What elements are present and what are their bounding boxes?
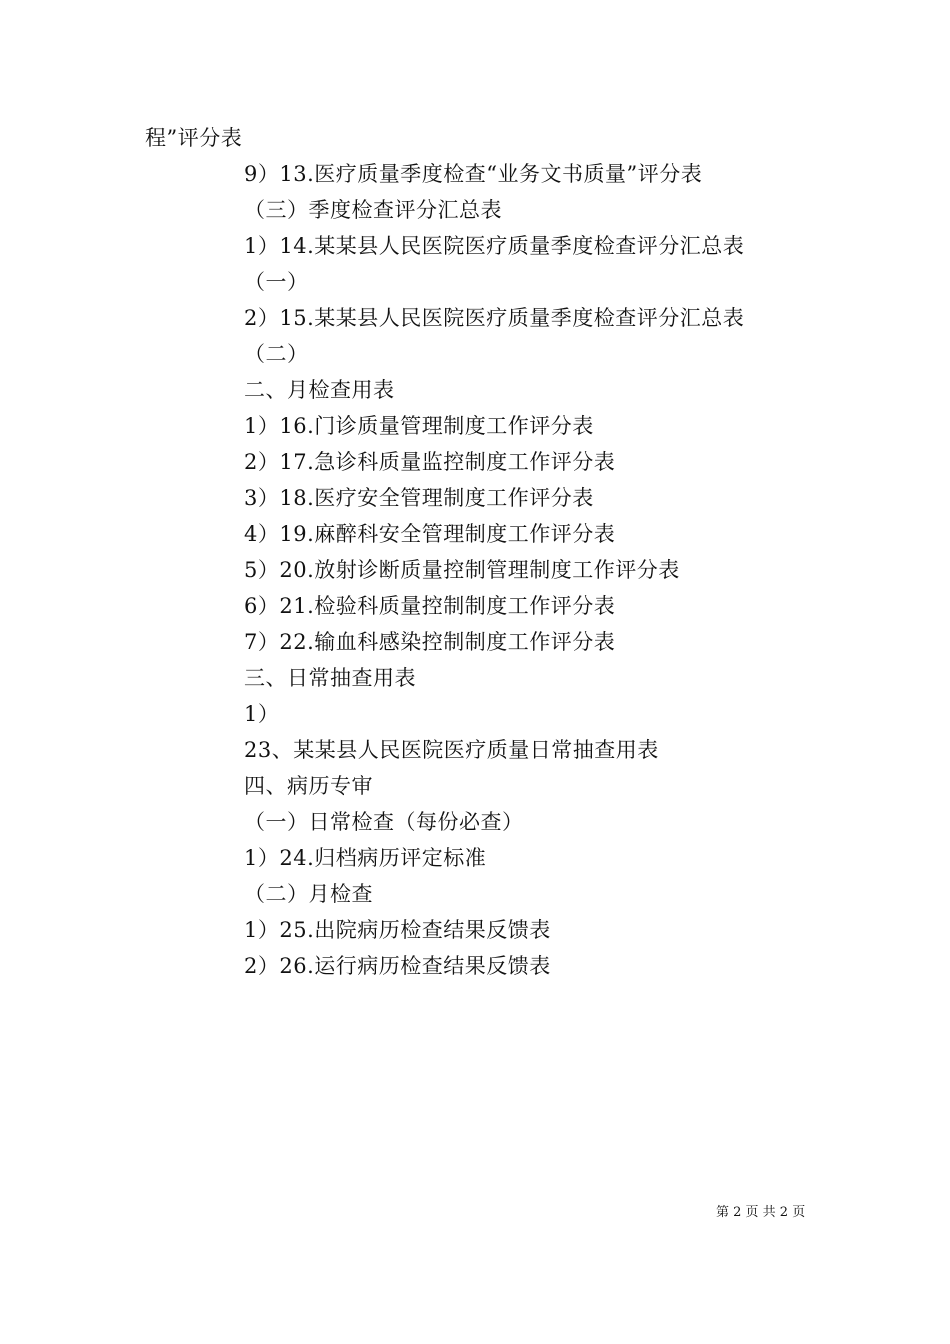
text-line: 2）26.运行病历检查结果反馈表 (244, 954, 551, 978)
text-line: 23、某某县人民医院医疗质量日常抽查用表 (244, 738, 659, 762)
section-heading: （三）季度检查评分汇总表 (244, 198, 502, 222)
text-line: 9）13.医疗质量季度检查“业务文书质量”评分表 (244, 162, 703, 186)
section-heading: 二、月检查用表 (244, 378, 395, 402)
text-line: 1）16.门诊质量管理制度工作评分表 (244, 414, 594, 438)
text-line: 5）20.放射诊断质量控制管理制度工作评分表 (244, 558, 680, 582)
section-heading: 四、病历专审 (244, 774, 373, 798)
text-line: 7）22.输血科感染控制制度工作评分表 (244, 630, 616, 654)
text-line: 1）25.出院病历检查结果反馈表 (244, 918, 551, 942)
text-line: 1）14.某某县人民医院医疗质量季度检查评分汇总表 (244, 234, 745, 258)
text-line: （一） (244, 270, 309, 294)
section-heading: （一）日常检查（每份必查） (244, 810, 524, 834)
text-line: 2）17.急诊科质量监控制度工作评分表 (244, 450, 616, 474)
text-line: （二） (244, 342, 309, 366)
text-line: 4）19.麻醉科安全管理制度工作评分表 (244, 522, 616, 546)
section-heading: （二）月检查 (244, 882, 373, 906)
text-line: 6）21.检验科质量控制制度工作评分表 (244, 594, 616, 618)
text-line: 1）24.归档病历评定标准 (244, 846, 487, 870)
text-line: 程”评分表 (145, 126, 243, 150)
section-heading: 三、日常抽查用表 (244, 666, 416, 690)
text-line: 2）15.某某县人民医院医疗质量季度检查评分汇总表 (244, 306, 745, 330)
text-line: 1） (244, 702, 280, 726)
page-number-footer: 第 2 页 共 2 页 (716, 1205, 806, 1220)
text-line: 3）18.医疗安全管理制度工作评分表 (244, 486, 594, 510)
